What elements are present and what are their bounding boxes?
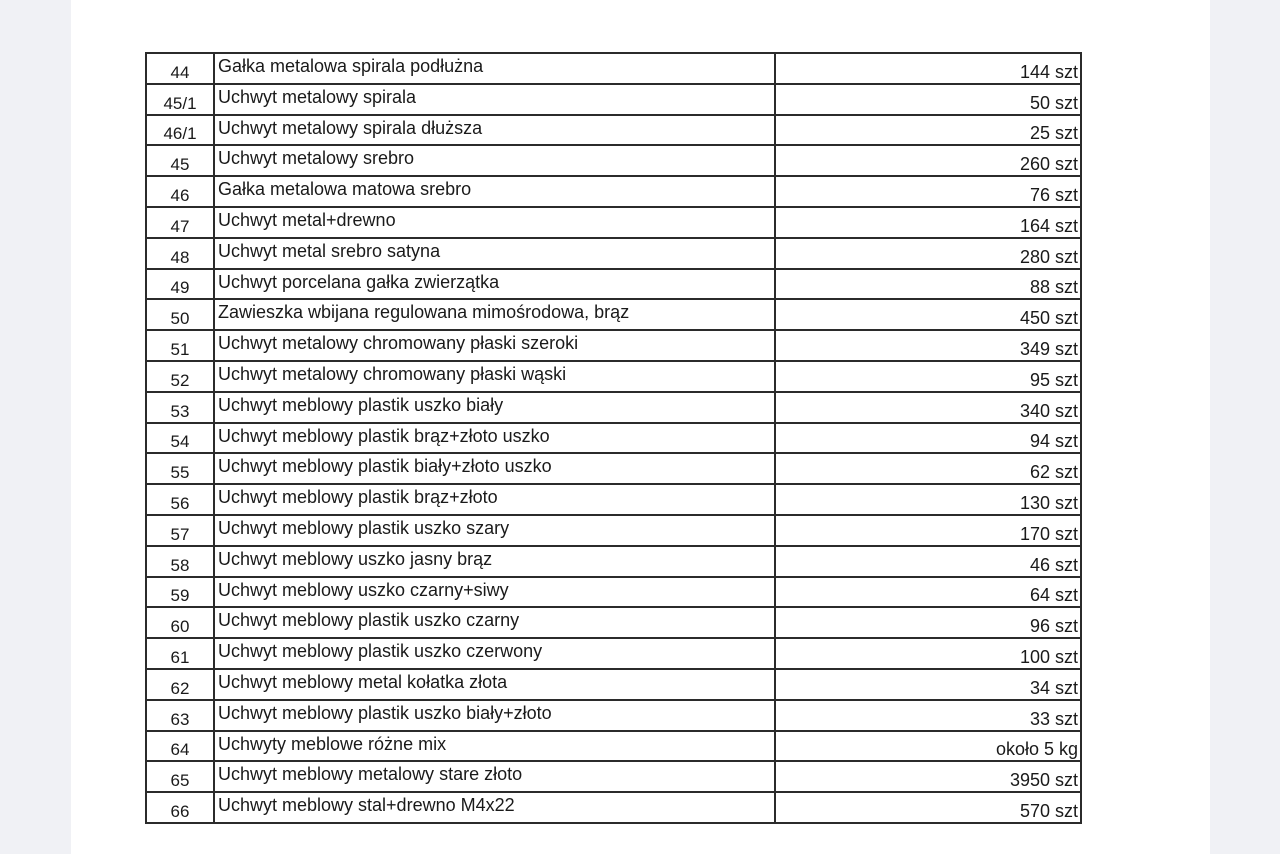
- item-quantity-cell: 88 szt: [775, 269, 1081, 300]
- item-name-cell: Uchwyt meblowy plastik brąz+złoto uszko: [214, 423, 775, 454]
- table-row: [146, 607, 1081, 638]
- item-quantity-cell: 64 szt: [775, 577, 1081, 608]
- item-name-cell: Uchwyt meblowy uszko czarny+siwy: [214, 577, 775, 608]
- item-quantity-cell: 94 szt: [775, 423, 1081, 454]
- item-number-cell: 56: [146, 484, 214, 515]
- item-number-cell: 52: [146, 361, 214, 392]
- table-row: [146, 145, 1081, 176]
- item-name-cell: Zawieszka wbijana regulowana mimośrodowa, brąz: [214, 299, 775, 330]
- item-number-cell: 47: [146, 207, 214, 238]
- item-quantity-cell: 50 szt: [775, 84, 1081, 115]
- item-name-cell: Uchwyt metal+drewno: [214, 207, 775, 238]
- item-number-cell: 51: [146, 330, 214, 361]
- item-quantity-cell: 46 szt: [775, 546, 1081, 577]
- item-number-cell: 65: [146, 761, 214, 792]
- item-quantity-cell: 164 szt: [775, 207, 1081, 238]
- item-quantity-cell: 62 szt: [775, 453, 1081, 484]
- item-quantity-cell: 349 szt: [775, 330, 1081, 361]
- document-page: [71, 0, 1210, 854]
- item-number-cell: 61: [146, 638, 214, 669]
- item-name-cell: Uchwyt meblowy plastik biały+złoto uszko: [214, 453, 775, 484]
- item-name-cell: Uchwyt meblowy metal kołatka złota: [214, 669, 775, 700]
- item-quantity-cell: 95 szt: [775, 361, 1081, 392]
- table-row: [146, 361, 1081, 392]
- item-name-cell: Uchwyt metal srebro satyna: [214, 238, 775, 269]
- item-number-cell: 48: [146, 238, 214, 269]
- item-number-cell: 49: [146, 269, 214, 300]
- table-row: [146, 423, 1081, 454]
- item-number-cell: 53: [146, 392, 214, 423]
- table-row: [146, 299, 1081, 330]
- table-row: [146, 731, 1081, 762]
- item-quantity-cell: 280 szt: [775, 238, 1081, 269]
- table-row: [146, 115, 1081, 146]
- item-name-cell: Uchwyt metalowy chromowany płaski wąski: [214, 361, 775, 392]
- item-number-cell: 54: [146, 423, 214, 454]
- item-number-cell: 55: [146, 453, 214, 484]
- item-name-cell: Uchwyt meblowy plastik uszko czerwony: [214, 638, 775, 669]
- item-quantity-cell: 130 szt: [775, 484, 1081, 515]
- table-row: [146, 392, 1081, 423]
- item-name-cell: Uchwyt metalowy spirala dłuższa: [214, 115, 775, 146]
- item-number-cell: 44: [146, 53, 214, 84]
- table-row: [146, 84, 1081, 115]
- item-quantity-cell: 96 szt: [775, 607, 1081, 638]
- table-row: [146, 792, 1081, 823]
- table-row: [146, 761, 1081, 792]
- item-name-cell: Gałka metalowa spirala podłużna: [214, 53, 775, 84]
- table-row: [146, 176, 1081, 207]
- item-quantity-cell: 570 szt: [775, 792, 1081, 823]
- item-number-cell: 46/1: [146, 115, 214, 146]
- item-name-cell: Uchwyt porcelana gałka zwierzątka: [214, 269, 775, 300]
- table-row: [146, 546, 1081, 577]
- item-number-cell: 64: [146, 731, 214, 762]
- item-quantity-cell: 450 szt: [775, 299, 1081, 330]
- item-name-cell: Uchwyt meblowy stal+drewno M4x22: [214, 792, 775, 823]
- item-name-cell: Uchwyt metalowy spirala: [214, 84, 775, 115]
- item-name-cell: Uchwyt meblowy metalowy stare złoto: [214, 761, 775, 792]
- table-row: [146, 515, 1081, 546]
- item-quantity-cell: 76 szt: [775, 176, 1081, 207]
- item-quantity-cell: około 5 kg: [775, 731, 1081, 762]
- table-row: [146, 638, 1081, 669]
- item-name-cell: Uchwyt metalowy srebro: [214, 145, 775, 176]
- item-quantity-cell: 25 szt: [775, 115, 1081, 146]
- item-number-cell: 63: [146, 700, 214, 731]
- item-quantity-cell: 33 szt: [775, 700, 1081, 731]
- table-row: [146, 207, 1081, 238]
- table-row: [146, 330, 1081, 361]
- item-quantity-cell: 100 szt: [775, 638, 1081, 669]
- item-name-cell: Uchwyt meblowy plastik uszko biały: [214, 392, 775, 423]
- inventory-table-body: [146, 53, 1081, 823]
- item-number-cell: 50: [146, 299, 214, 330]
- item-name-cell: Uchwyt meblowy plastik uszko czarny: [214, 607, 775, 638]
- item-quantity-cell: 144 szt: [775, 53, 1081, 84]
- item-number-cell: 46: [146, 176, 214, 207]
- item-name-cell: Uchwyt metalowy chromowany płaski szeroki: [214, 330, 775, 361]
- item-name-cell: Uchwyty meblowe różne mix: [214, 731, 775, 762]
- item-number-cell: 62: [146, 669, 214, 700]
- table-row: [146, 669, 1081, 700]
- inventory-table: [145, 52, 1082, 824]
- item-name-cell: Gałka metalowa matowa srebro: [214, 176, 775, 207]
- item-number-cell: 45/1: [146, 84, 214, 115]
- item-number-cell: 58: [146, 546, 214, 577]
- item-quantity-cell: 3950 szt: [775, 761, 1081, 792]
- item-name-cell: Uchwyt meblowy plastik uszko biały+złoto: [214, 700, 775, 731]
- item-number-cell: 60: [146, 607, 214, 638]
- table-row: [146, 53, 1081, 84]
- item-quantity-cell: 260 szt: [775, 145, 1081, 176]
- item-number-cell: 57: [146, 515, 214, 546]
- item-quantity-cell: 170 szt: [775, 515, 1081, 546]
- item-name-cell: Uchwyt meblowy plastik brąz+złoto: [214, 484, 775, 515]
- item-number-cell: 59: [146, 577, 214, 608]
- table-row: [146, 577, 1081, 608]
- item-name-cell: Uchwyt meblowy plastik uszko szary: [214, 515, 775, 546]
- table-row: [146, 484, 1081, 515]
- table-row: [146, 238, 1081, 269]
- table-row: [146, 453, 1081, 484]
- table-row: [146, 700, 1081, 731]
- item-name-cell: Uchwyt meblowy uszko jasny brąz: [214, 546, 775, 577]
- table-row: [146, 269, 1081, 300]
- item-number-cell: 45: [146, 145, 214, 176]
- item-quantity-cell: 340 szt: [775, 392, 1081, 423]
- item-quantity-cell: 34 szt: [775, 669, 1081, 700]
- item-number-cell: 66: [146, 792, 214, 823]
